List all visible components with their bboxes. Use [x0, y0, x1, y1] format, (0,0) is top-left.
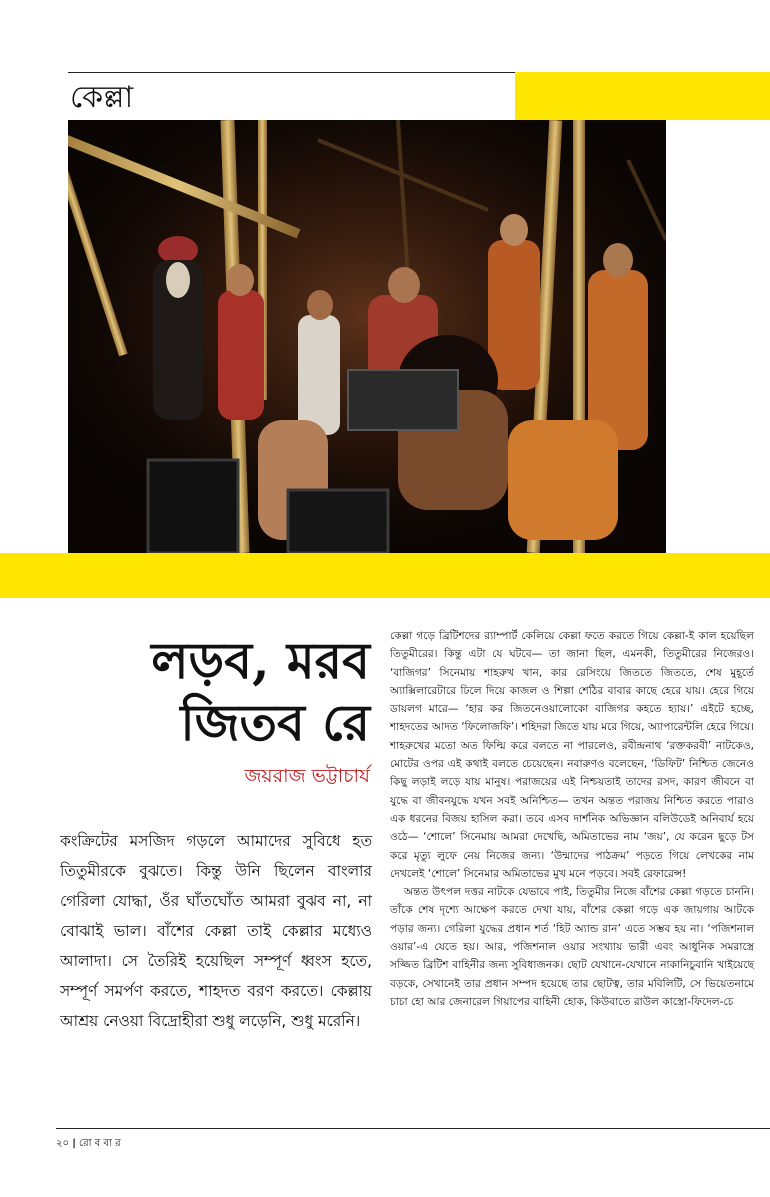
- stage-photo-illustration: [68, 120, 666, 553]
- body-column: [390, 627, 754, 1011]
- body-paragraph-1: কেল্লা গড়ে ব্রিটিশদের র‍্যাম্পার্ট কেলিয়ে কেল্লা ফতে করতে গিয়ে কেল্লা-ই কাল হয়েছিল তিতুমীরের। কিন্তু এটা যে ঘটবে— তা জানা ছিল, এমনকী, তিতুমীরের নিজেরও। ‘বাজিগর’ সিনেমায় শাহরুখ খান, কার রেসিংয়ে জিততে জিততে, শেষ মুহূর্তে অ্যাক্সিলারেটারে ঢিলে দিয়ে কাজল ও শিল্পা শেঠির বাবার কাছে হেরে যায়। হেরে গিয়ে ডায়লগ মারে— ‘হার কর জিতনেওয়ালোকো বাজিগর কহতে হ্যায়।’ এইটে হচ্ছে, শাহদতের আদত ‘ফিলোজফি’। শহিদরা জিতে যায় মরে গিয়ে, অ্যাপারেন্টলি হেরে গিয়ে। শাহরুখের মতো অত ফিল্মি করে বলতে না পারলেও, রবীন্দ্রনাথ ‘রক্তকরবী’ নাটকেও, মোটের ওপর এই কথাই বলতে চেয়েছেন। নবারুণও বলেছেন, ‘ডিফিট’ নিশ্চিত জেনেও কিছু লড়াই লড়ে যায় মানুষ। পরাজয়ের এই নিশ্চয়তাই তাদের রসদ, কারণ জীবনে বা যুদ্ধে বা জীবনযুদ্ধে যখন সবই অনিশ্চিত— তখন অন্তত পরাজয় নিশ্চিত করতে পারাও এক ধরনের বিজয় হাসিল করা। তবে এসব দার্শনিক অভিজ্ঞান বলিউডেই অনিবার্য হয়ে ওঠে— ‘শোলে’ সিনেমায় আমরা দেখেছি, অমিতাভের নাম ‘জয়’, যে করেন ছুড়ে টস করে মৃত্যু লুফে নেয় নিজের জন্য। ‘উন্মাদের পাঠক্রম’ পড়তে গিয়ে লেখকের নাম দেখলেই ‘শোলে’ সিনেমার অমিতাভের মুখ মনে পড়বে। সবই রেফারেন্স!: [390, 630, 754, 880]
- yellow-band: [0, 553, 770, 598]
- lead-paragraph: কংক্রিটের মসজিদ গড়লে আমাদের সুবিধে হত তিতুমীরকে বুঝতে। কিন্তু উনি ছিলেন বাংলার গেরিলা যোদ্ধা, ওঁর ঘাঁতঘোঁত আমরা বুঝব না, না বোঝাই ভাল। বাঁশের কেল্লা তাই কেল্লার মধ্যেও আলাদা। সে তৈরিই হয়েছিল সম্পূর্ণ ধ্বংস হতে, সম্পূর্ণ সমর্পণ করতে, শাহদত বরণ করতে। কেল্লায় আশ্রয় নেওয়া বিদ্রোহীরা শুধু লড়েনি, শুধু মরেনি।: [60, 832, 372, 1030]
- headline: [151, 630, 370, 754]
- magazine-name: রো ব বা র: [79, 1138, 121, 1149]
- section-label: কেল্লা: [70, 80, 134, 115]
- folio: [56, 1136, 121, 1153]
- headline-line-2: জিতব রে: [180, 693, 370, 752]
- page-number: ২০: [56, 1138, 70, 1149]
- bottom-rule: [56, 1128, 770, 1129]
- body-paragraph-2: অন্তত উৎপল দত্তর নাটকে যেভাবে পাই, তিতুমীর নিজে বাঁশের কেল্লা গড়তে চাননি। তাঁকে শেষ দৃশ্যে আক্ষেপ করতে দেখা যায়, বাঁশের কেল্লা গড়ে এক জায়গায় আটকে পড়ার জন্য। গেরিলা যুদ্ধের প্রধান শর্ত ‘হিট অ্যান্ড রান’ এতে সম্ভব হয় না। ‘পজিশনাল ওয়ার’-এ যেতে হয়। আর, পজিশনাল ওয়ার সংখ্যায় ভারী এবং আধুনিক সমরাস্ত্রে সজ্জিত ব্রিটিশ বাহিনীর জন্য সুবিধাজনক। ছোট যেখানে-যেখানে নাকানিচুবানি খাইয়েছে বড়কে, সেখানেই তার প্রধান সম্পদ হয়েছে তার ছোটত্ব, তার মবিলিটি, সে ভিয়েতনামে চাচা হো আর জেনারেল গিয়াপের বাহিনী হোক, কিউবাতে রাউল কাস্ত্রো-ফিদেল-চে: [390, 886, 754, 1008]
- yellow-accent-block: [515, 72, 770, 120]
- byline: জয়রাজ ভট্টাচার্য: [244, 765, 370, 787]
- folio-separator: |: [72, 1138, 76, 1149]
- headline-line-1: লড়ব, মরব: [151, 631, 370, 690]
- stage-photo: [68, 120, 666, 553]
